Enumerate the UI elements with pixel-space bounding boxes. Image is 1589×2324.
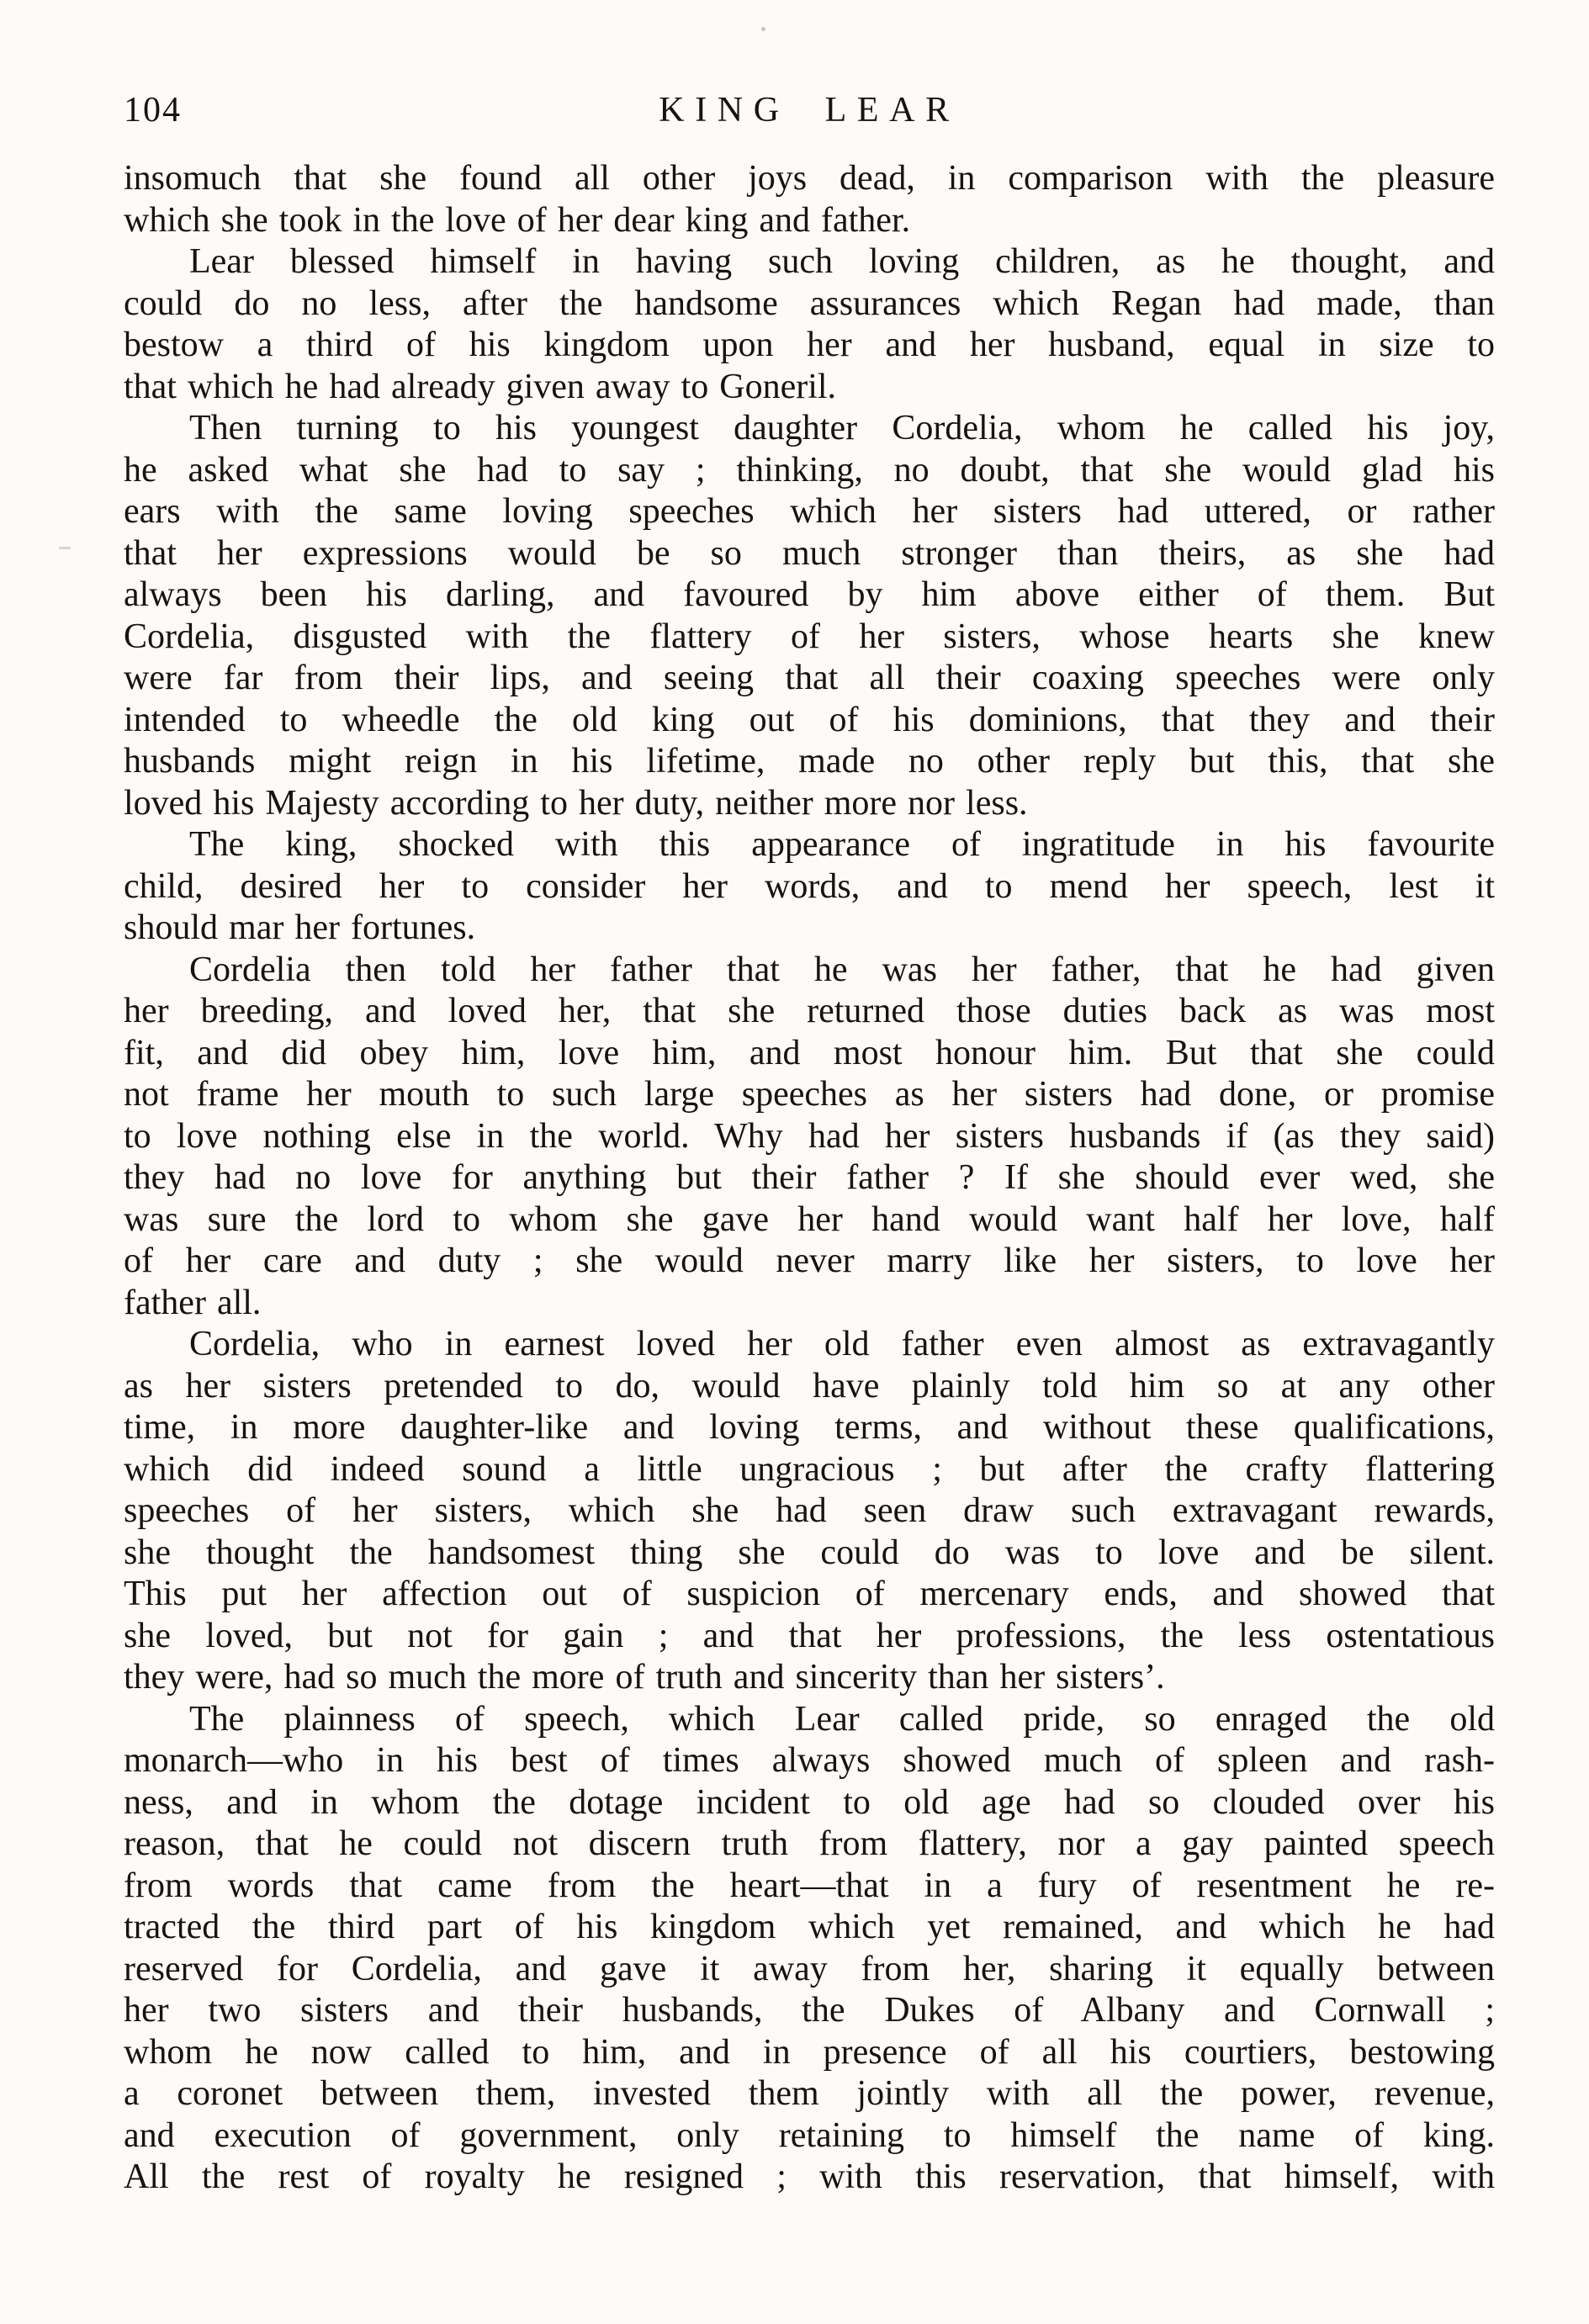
- text-line: was sure the lord to whom she gave her hand would want half her love, half: [124, 1199, 1495, 1239]
- text-line: loved his Majesty according to her duty, neither more nor less.: [124, 783, 1028, 823]
- text-line: ears with the same loving speeches which her sisters had uttered, or rather: [124, 492, 1495, 531]
- paragraph: [124, 950, 1495, 1325]
- text-line: she loved, but not for gain ; and that her professions, the less ostentatious: [124, 1616, 1495, 1655]
- text-line: her two sisters and their husbands, the Dukes of Albany and Cornwall ;: [124, 1991, 1495, 2030]
- paragraph: [124, 241, 1495, 408]
- text-line: Cordelia, disgusted with the flattery of her sisters, whose hearts she knew: [124, 617, 1495, 656]
- text-line: reason, that he could not discern truth from flattery, nor a gay painted speech: [124, 1824, 1495, 1863]
- page-number: 104: [124, 91, 182, 130]
- text-line: bestow a third of his kingdom upon her and her husband, equal in size to: [124, 326, 1495, 364]
- page-header: [124, 89, 1495, 131]
- text-line: reserved for Cordelia, and gave it away from her, sharing it equally between: [124, 1949, 1495, 1988]
- text-line: Then turning to his youngest daughter Cordelia, whom he called his joy,: [189, 409, 1495, 447]
- running-head: KING LEAR: [659, 91, 960, 130]
- text-line: not frame her mouth to such large speeches as her sisters had done, or promise: [124, 1075, 1495, 1114]
- text-line: always been his darling, and favoured by him above either of them. But: [124, 575, 1495, 614]
- text-line: All the rest of royalty he resigned ; with this reservation, that himself, with: [124, 2157, 1495, 2196]
- text-line: Cordelia then told her father that he was her father, that he had given: [189, 950, 1495, 989]
- text-line: ness, and in whom the dotage incident to old age had so clouded over his: [124, 1782, 1495, 1822]
- text-line: that which he had already given away to Goneril.: [124, 367, 837, 406]
- text-line: he asked what she had to say ; thinking, no doubt, that she would glad his: [124, 450, 1495, 490]
- text-line: from words that came from the heart—that in a fury of resentment he re-: [124, 1866, 1495, 1905]
- paragraph: [124, 1699, 1495, 2199]
- text-line: which she took in the love of her dear king and father.: [124, 200, 911, 240]
- text-line: The plainness of speech, which Lear called pride, so enraged the old: [189, 1699, 1495, 1739]
- text-line: tracted the third part of his kingdom which yet remained, and which he had: [124, 1908, 1495, 1946]
- text-line: whom he now called to him, and in presence of all his courtiers, bestowing: [124, 2032, 1495, 2072]
- text-line: which did indeed sound a little ungracious ; but after the crafty flattering: [124, 1449, 1495, 1489]
- text-line: fit, and did obey him, love him, and most honour him. But that she could: [124, 1033, 1495, 1072]
- page-body: [124, 158, 1495, 2199]
- text-line: she thought the handsomest thing she could do was to love and be silent.: [124, 1533, 1495, 1572]
- text-line: father all.: [124, 1283, 262, 1322]
- text-line: monarch—who in his best of times always showed much of spleen and rash-: [124, 1741, 1495, 1780]
- paragraph: [124, 408, 1495, 824]
- text-line: Lear blessed himself in having such loving children, as he thought, and: [189, 242, 1495, 281]
- text-line: and execution of government, only retaining to himself the name of king.: [124, 2115, 1495, 2155]
- text-line: were far from their lips, and seeing that all their coaxing speeches were only: [124, 659, 1495, 697]
- text-line: This put her affection out of suspicion of mercenary ends, and showed that: [124, 1575, 1495, 1613]
- text-line: time, in more daughter-like and loving terms, and without these qualifications,: [124, 1408, 1495, 1447]
- text-line: that her expressions would be so much stronger than theirs, as she had: [124, 533, 1495, 573]
- text-line: husbands might reign in his lifetime, made no other reply but this, that she: [124, 742, 1495, 781]
- text-line: intended to wheedle the old king out of his dominions, that they and their: [124, 700, 1495, 739]
- text-line: her breeding, and loved her, that she returned those duties back as was most: [124, 992, 1495, 1030]
- paragraph: [124, 158, 1495, 241]
- text-line: should mar her fortunes.: [124, 908, 476, 947]
- text-line: Cordelia, who in earnest loved her old father even almost as extravagantly: [189, 1325, 1495, 1363]
- text-line: a coronet between them, invested them jointly with all the power, revenue,: [124, 2074, 1495, 2113]
- text-line: insomuch that she found all other joys dead, in comparison with the pleasure: [124, 159, 1495, 198]
- text-line: child, desired her to consider her words, and to mend her speech, lest it: [124, 866, 1495, 906]
- text-line: could do no less, after the handsome assurances which Regan had made, than: [124, 283, 1495, 323]
- text-line: they were, had so much the more of truth and sincerity than her sisters’.: [124, 1658, 1165, 1697]
- text-line: to love nothing else in the world. Why had her sisters husbands if (as they said): [124, 1116, 1495, 1156]
- text-line: of her care and duty ; she would never marry like her sisters, to love her: [124, 1241, 1495, 1280]
- text-line: as her sisters pretended to do, would have plainly told him so at any other: [124, 1366, 1495, 1406]
- paragraph: [124, 1324, 1495, 1699]
- text-line: speeches of her sisters, which she had seen draw such extravagant rewards,: [124, 1491, 1495, 1530]
- text-line: they had no love for anything but their father ? If she should ever wed, she: [124, 1158, 1495, 1197]
- text-line: The king, shocked with this appearance of ingratitude in his favourite: [189, 825, 1495, 864]
- paragraph: [124, 824, 1495, 950]
